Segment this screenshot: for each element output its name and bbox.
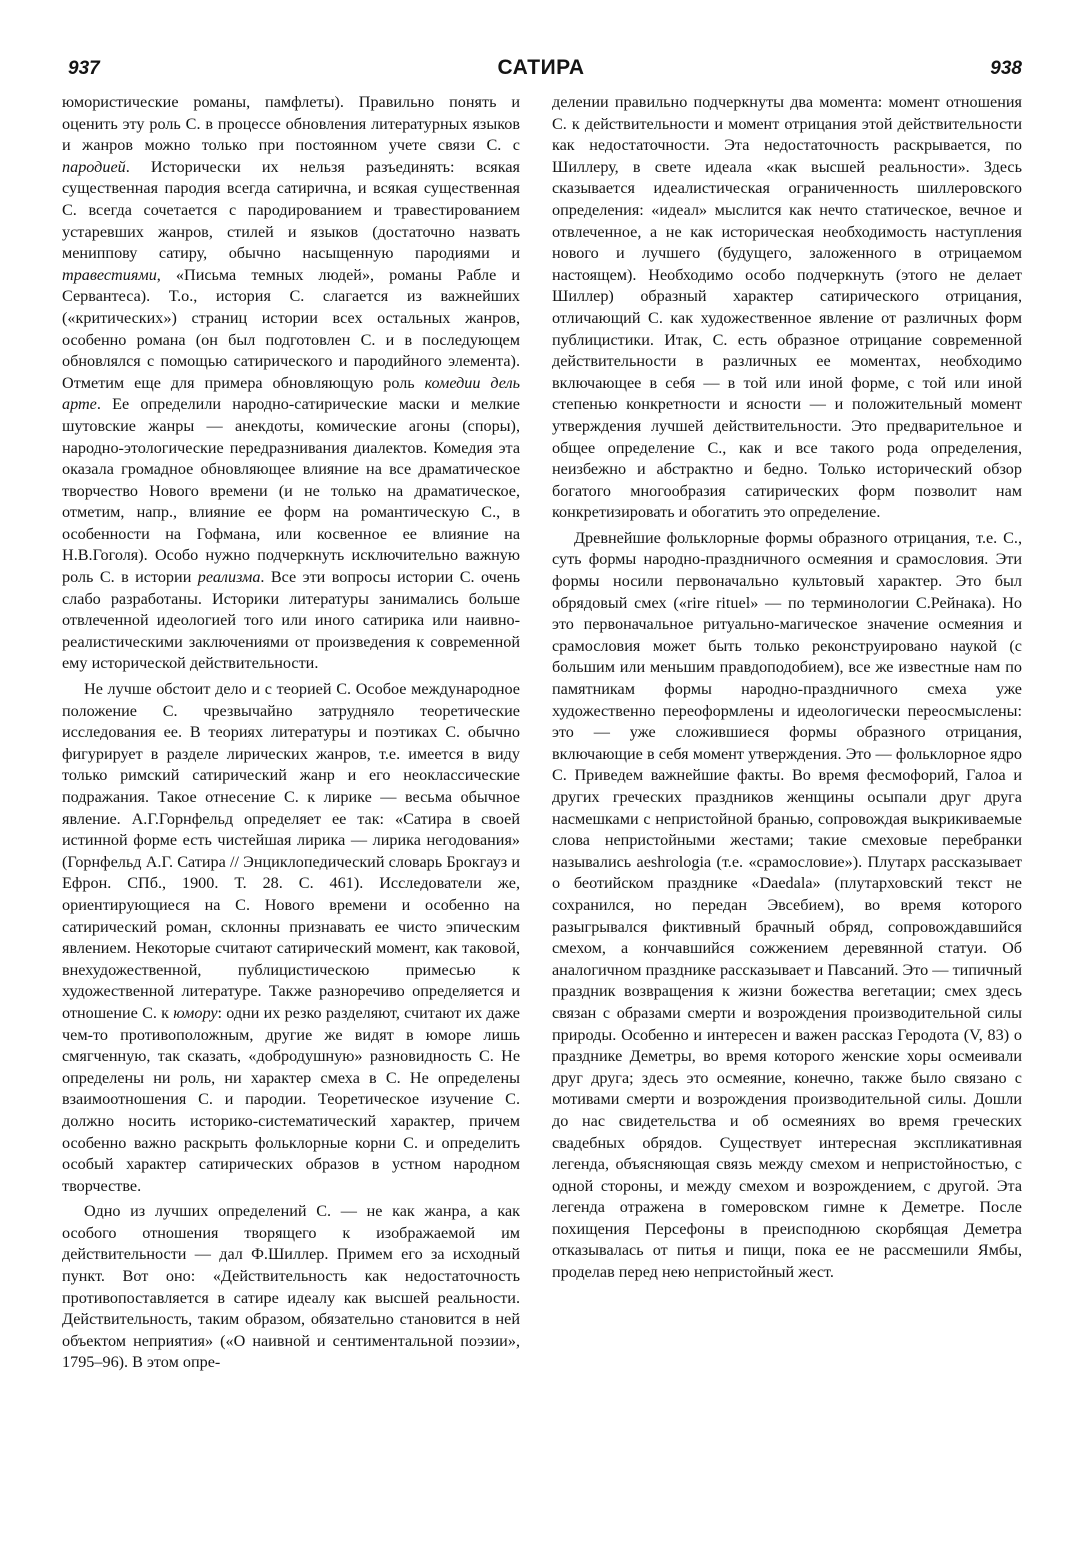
page-number-left: 937 bbox=[68, 58, 100, 79]
paragraph bbox=[62, 1201, 520, 1374]
text-run: Одно из лучших определений С. — не как жанра, а как особого отношения творящего к изображаемой им действительности — дал Ф.Шиллер. Примем его за исходный пункт. Вот оно: «Действительность как недостаточность противопоставляется в сатире идеалу как высшей реальности. Действительность, таким образом, обязательно становится в ней объектом неприятия» («О наивной и сентиментальной поэзии», 1795–96). В этом опре- bbox=[62, 1202, 520, 1372]
text-run: юмористические романы, памфлеты). Правильно понять и оценить эту роль С. в процессе обновления литературных языков и жанров можно только при постоянном учете связи С. с bbox=[62, 93, 520, 155]
text-run: . Исторически их нельзя разъединять: всякая существенная пародия всегда сатирична, и всякая существенная С. всегда сочетается с пародированием и травестированием устаревших жанров, стилей и языков (достаточно назвать мениппову сатиру, обычно насыщенную пародиями и bbox=[62, 157, 520, 263]
text-run: . Ее определили народно-сатирические маски и мелкие шутовские жанры — анекдоты, комические агоны (споры), народно-этологические передразнивания диалектов. Комедия эта оказала громадное обновляющее влияние на все драматическое творчество Нового времени (и не только на драматическое, отметим, напр., влияние ее форм на романтическую С., в особенности на Гофмана, или косвенное ее влияние на Н.В.Гоголя). Особо нужно подчеркнуть исключительно важную роль С. в истории bbox=[62, 395, 520, 587]
paragraph bbox=[62, 92, 520, 675]
right-column bbox=[552, 92, 1022, 1288]
italic-term: комедии дель арте bbox=[62, 373, 520, 414]
text-run: . Все эти вопросы истории С. очень слабо разработаны. Историки литературы занимались больше отвлеченной идеологией того или иного сатирика или наивно-реалистическими заключениями от произведения к современной ему исторической действительности. bbox=[62, 568, 520, 673]
paragraph bbox=[552, 528, 1022, 1284]
running-header bbox=[60, 54, 1022, 90]
text-run: , «Письма темных людей», романы Рабле и Сервантеса). Т.о., история С. слагается из важнейших («критических») страниц истории всех остальных жанров, особенно романа (он был подготовлен С. и в последующем обновлялся с помощью сатирического и пародийного элемента). Отметим еще для примера обновляющую роль bbox=[62, 265, 520, 392]
page-number-right: 938 bbox=[990, 58, 1022, 79]
page-title: САТИРА bbox=[497, 56, 585, 79]
italic-term: травестиями bbox=[62, 265, 157, 284]
text-run: Не лучше обстоит дело и с теорией С. Особое международное положение С. чрезвычайно затрудняло теоретические исследования ее. В теориях литературы и поэтиках С. обычно фигурирует в разделе лирических жанров, т.е. имеется в виду только римский сатирический жанр и его неоклассические подражания. Такое отнесение С. к лирике — весьма обычное явление. А.Г.Горнфельд определяет ее так: «Сатира в своей истинной форме есть чистейшая лирика — лирика негодования» (Горнфельд А.Г. Сатира // Энциклопедический словарь Брокгауз и Ефрон. СПб., 1900. Т. 28. С. 461). Исследователи же, ориентирующиеся на С. Нового времени и особенно на сатирический роман, склонны признавать ее чисто эпическим явлением. Некоторые считают сатирический момент, как таковой, внехудожественной, публицистическою примесью к художественной литературе. Также разноречиво определяется и отношение С. к bbox=[62, 680, 520, 1022]
paragraph bbox=[552, 92, 1022, 524]
italic-term: юмору bbox=[173, 1003, 218, 1022]
text-run: Древнейшие фольклорные формы образного отрицания, т.е. С., суть формы народно-праздничного осмеяния и срамословия. Эти формы носили первоначально культовый характер. Это был обрядовый смех («rire rituel» — по терминологии С.Рейнака). Но это первоначальное ритуально-магическое значение осмеяния и срамословия может быть только реконструировано наукой (с большим или меньшим правдоподобием), все же известные нам по памятникам формы народно-праздничного смеха уже художественно переоформлены и идеологически переосмыслены: это — уже сложившиеся формы образного отрицания, включающие в себя момент утверждения. Это — фольклорное ядро С. Приведем важнейшие факты. Во время фесмофорий, Галоа и других греческих праздников женщины осыпали друг друга насмешками с непристойной бранью, сопровождая выкрикиваемые слова непристойными жестами; такие смеховые перебранки назывались aeshrologia (т.е. «срамословие»). Плутарх рассказывает о беотийском празднике «Daedala» (плутарховский текст не сохранился, но передан Эвсебием), во время которого разыгрывался фиктивный брачный обряд, сопровождавшийся смехом, а кончавшийся сожжением деревянной статуи. Об аналогичном празднике рассказывает и Павсаний. Это — типичный праздник возвращения к жизни божества вегетации; смех здесь связан с образами смерти и возрождения производительной силы природы. Особенно и интересен и важен рассказ Геродота (V, 83) о празднике Деметры, во время которого женские хоры осмеивали друг друга; здесь это осмеяние, конечно, также было связано с мотивами смерти и возрождения производительной силы. Дошли до нас свидетельства и об осмеяниях во время греческих свадебных обрядов. Существует интересная экспликативная легенда, объясняющая связь между смехом и непристойностью, с одной стороны, и между смехом и возрождением, с другой. Эта легенда отражена в гомеровском гимне к Деметре. После похищения Персефоны в преисподнюю скорбящая Деметра отказывалась от питья и пищи, пока ее не рассмешили Ямбы, проделав перед нею непристойный жест. bbox=[552, 528, 1022, 1282]
text-run: делении правильно подчеркнуты два момента: момент отношения С. к действительности и момент отрицания этой действительности как недостаточности. Эта недостаточность раскрывается, по Шиллеру, в свете идеала «как высшей реальности». Здесь сказывается идеалистическая ограниченность шиллеровского определения: «идеал» мыслится как нечто статическое, вечное и отвлеченное, а не как историческая необходимость наступления нового и лучшего (будущего, заложенного в отрицаемом настоящем). Необходимо особо подчеркнуть (этого не делает Шиллер) образный характер сатирического отрицания, отличающий С. как художественное явление от различных форм публицистики. Итак, С. есть образное отрицание современной действительности в различных ее моментах, необходимо включающее в себя — в той или иной форме, с той или иной степенью конкретности и ясности — и положительный момент утверждения лучшей действительности. Это предварительное и общее определение С., как и все такого рода определения, неизбежно и абстрактно и бедно. Только исторический обзор богатого многообразия сатирических форм позволит нам конкретизировать и обогатить это определение. bbox=[552, 93, 1022, 522]
italic-term: пародией bbox=[62, 157, 126, 176]
left-column bbox=[62, 92, 520, 1378]
text-run: : одни их резко разделяют, считают их даже чем-то противоположным, другие же видят в юморе лишь смягченную, так сказать, «добродушную» разновидность С. Не определены ни роль, ни характер смеха в С. Не определены взаимоотношения С. и пародии. Теоретическое изучение С. должно носить историко-систематический характер, причем особенно важно раскрыть фольклорные корни С. и определить особый характер сатирических образов в устном народном творчестве. bbox=[62, 1003, 520, 1195]
paragraph bbox=[62, 679, 520, 1197]
italic-term: реализма bbox=[197, 568, 261, 587]
